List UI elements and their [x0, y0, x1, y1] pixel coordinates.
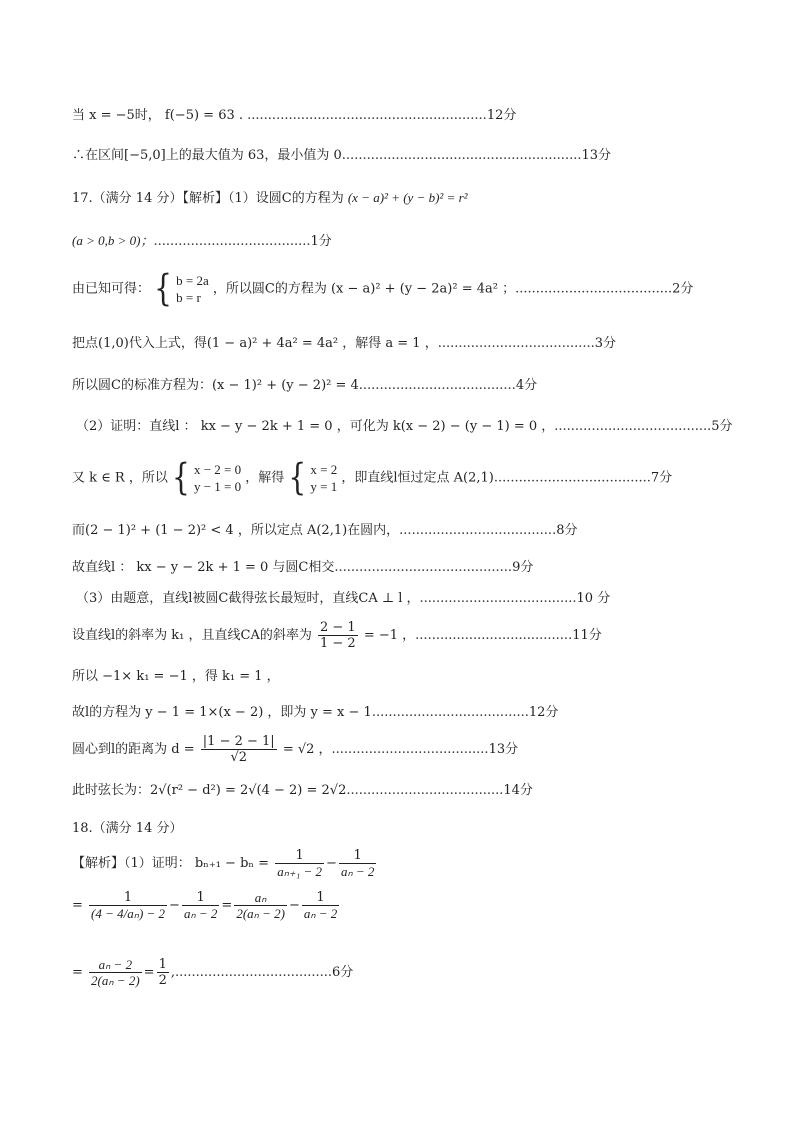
line-18	[72, 819, 182, 839]
numerator: 1	[339, 848, 376, 864]
text-l19-lead: 【解析】（1）证明： bₙ₊₁ − bₙ =	[72, 856, 270, 871]
line-7	[72, 376, 537, 396]
line-12	[76, 589, 610, 609]
line-11	[72, 558, 533, 578]
denominator: 2(aₙ − 2)	[236, 906, 285, 921]
system-eq-2: b = r	[176, 290, 201, 305]
score-9: 9分	[512, 560, 534, 575]
equals: =	[221, 898, 233, 913]
dots: ......................................	[331, 742, 489, 757]
dots: ......................................	[358, 378, 516, 393]
fraction-4	[302, 890, 339, 921]
fraction-1	[89, 890, 167, 921]
line-10	[72, 521, 577, 541]
minus: −	[288, 898, 300, 913]
equation-system	[194, 461, 241, 495]
text-l14: 所以 −1× k₁ = −1 ，得 k₁ = 1 ，	[72, 669, 280, 684]
line-4	[72, 231, 332, 252]
line-9	[72, 455, 673, 499]
score-5: 5分	[711, 419, 733, 434]
fraction-2	[182, 890, 219, 921]
dots: ......................................	[415, 628, 573, 643]
system-eq-1: b = 2a	[176, 273, 209, 288]
numerator: 1	[302, 890, 339, 906]
score-12b: 12分	[528, 705, 559, 720]
fraction-1	[275, 848, 324, 879]
score-8: 8分	[556, 523, 578, 538]
circle-equation: (x − a)² + (y − b)² = r²	[347, 190, 468, 205]
score-2: 2分	[672, 281, 694, 297]
text-l7: 所以圆C的标准方程为：(x − 1)² + (y − 2)² = 4	[72, 378, 359, 393]
score-3: 3分	[594, 336, 617, 351]
brace: {	[288, 455, 307, 499]
dots: ......................................	[153, 234, 311, 249]
line-16	[72, 734, 518, 765]
line-8	[76, 417, 733, 437]
text-l6: 把点(1,0)代入上式，得(1 − a)² + 4a² = 4a² ，解得 a = 1 ，	[72, 336, 438, 351]
text-l17: 此时弦长为：2√(r² − d²) = 2√(4 − 2) = 2√2	[72, 783, 347, 798]
line-6	[72, 334, 616, 354]
fraction-2	[339, 848, 376, 879]
line-21: = $\frac{\text{aₙ − 2}}{\text{2(aₙ − 2)}}$ = $\frac{1}{2}$ ,......................................6分	[72, 957, 354, 988]
line-2	[72, 146, 611, 166]
score-11: 11分	[572, 628, 602, 643]
text-l16-lead: 圆心到l的距离为 d =	[72, 742, 195, 757]
score-14: 14分	[503, 783, 533, 798]
equals: =	[72, 898, 83, 913]
dots: ......................................	[175, 965, 333, 980]
text-l18: 18.（满分 14 分）	[72, 821, 183, 836]
fraction-3	[234, 890, 287, 921]
score-10: 10 分	[576, 591, 611, 606]
line-1	[72, 106, 516, 126]
text-l5-lead: 由已知可得：	[72, 281, 151, 297]
system-eq-2: y − 1 = 0	[193, 479, 242, 494]
denominator: √2	[230, 750, 247, 765]
text-l11: 故直线l ： kx − y − 2k + 1 = 0 与圆C相交	[72, 560, 335, 575]
system-eq-3: x = 2	[310, 462, 338, 477]
dots: ......................................	[554, 419, 712, 434]
text-l16-tail: = √2 ，	[282, 742, 332, 757]
text-l3: 17.（满分 14 分）【解析】（1）设圆C的方程为	[72, 191, 344, 206]
line-14	[72, 667, 280, 687]
numerator: 1	[182, 890, 219, 906]
text-l4: (a > 0,b > 0)；	[72, 233, 154, 248]
fraction-1	[89, 957, 142, 988]
solution-system	[310, 461, 337, 495]
numerator: |1 − 2 − 1|	[202, 734, 275, 749]
denominator: 2(aₙ − 2)	[91, 973, 140, 988]
line-5	[72, 266, 694, 310]
text-l13-lead: 设直线l的斜率为 k₁ ，且直线CA的斜率为	[72, 628, 312, 643]
score-7: 7分	[650, 470, 673, 486]
dots: ..........................................................	[247, 108, 487, 123]
score-4: 4分	[515, 378, 538, 393]
fraction-2	[157, 957, 169, 988]
line-19	[72, 848, 378, 879]
dots: ......................................	[399, 523, 557, 538]
system-eq-1: x − 2 = 0	[193, 462, 242, 477]
line-13	[72, 620, 602, 651]
text-l9-lead: 又 k ∈ R ，所以	[72, 470, 168, 486]
line-20	[72, 890, 341, 921]
dots: ..........................................................	[341, 148, 582, 163]
brace: {	[171, 455, 190, 499]
score-13: 13分	[581, 148, 612, 163]
equation-system	[176, 272, 209, 306]
denominator: aₙ − 2	[340, 864, 375, 879]
dots: ......................................	[346, 783, 504, 798]
dots: ......................................	[515, 281, 673, 297]
equals: =	[143, 965, 155, 980]
dots: ......................................	[419, 591, 577, 606]
brace: {	[154, 266, 172, 310]
numerator: aₙ	[234, 890, 287, 906]
numerator: 2 − 1	[320, 620, 356, 635]
numerator: 1	[158, 957, 167, 972]
line-15	[72, 703, 558, 723]
numerator: 1	[275, 848, 324, 864]
text-l10: 而(2 − 1)² + (1 − 2)² < 4 ，所以定点 A(2,1)在圆内，	[72, 523, 400, 538]
denominator: (4 − 4/aₙ) − 2	[91, 906, 166, 921]
denominator: aₙ − 2	[183, 906, 218, 921]
denominator: 1 − 2	[320, 636, 356, 651]
text-l9-mid: ，解得	[245, 470, 285, 486]
text-l12: （3）由题意，直线l被圆C截得弦长最短时，直线CA ⊥ l ，	[76, 591, 420, 606]
dots: ......................................	[493, 470, 651, 486]
equals: =	[72, 965, 83, 980]
text-l5-mid: ，所以圆C的方程为 (x − a)² + (y − 2a)² = 4a² ；	[212, 281, 516, 297]
denominator: aₙ − 2	[303, 906, 338, 921]
line-3	[72, 188, 468, 209]
line-17	[72, 781, 533, 801]
slope-fraction	[318, 620, 358, 651]
text-l1: 当 x = −5时， f(−5) = 63 .	[72, 108, 243, 123]
text-l15: 故l的方程为 y − 1 = 1×(x − 2) ，即为 y = x − 1	[72, 705, 372, 720]
denominator: 2	[158, 973, 167, 988]
denominator: aₙ₊₁ − 2	[277, 864, 323, 879]
text-l2: ∴在区间[−5,0]上的最大值为 63，最小值为 0	[72, 148, 342, 163]
score-6: 6分	[332, 965, 354, 980]
minus: −	[326, 856, 337, 871]
minus: −	[169, 898, 180, 913]
text-l9-tail: ，即直线l恒过定点 A(2,1)	[341, 470, 494, 486]
text-l8: （2）证明：直线l ： kx − y − 2k + 1 = 0 ，可化为 k(x − 2) − (y − 1) = 0 ，	[76, 419, 555, 434]
score-13b: 13分	[488, 742, 519, 757]
text-l13-tail: = −1 ，	[363, 628, 416, 643]
dots: ......................................	[371, 705, 529, 720]
numerator: aₙ − 2	[89, 957, 142, 973]
dots: ......................................	[437, 336, 595, 351]
system-eq-4: y = 1	[310, 479, 338, 494]
score-1: 1分	[310, 234, 332, 249]
dots: ...........................................	[334, 560, 513, 575]
score-12: 12分	[486, 108, 517, 123]
distance-fraction	[201, 734, 277, 765]
numerator: 1	[89, 890, 167, 906]
